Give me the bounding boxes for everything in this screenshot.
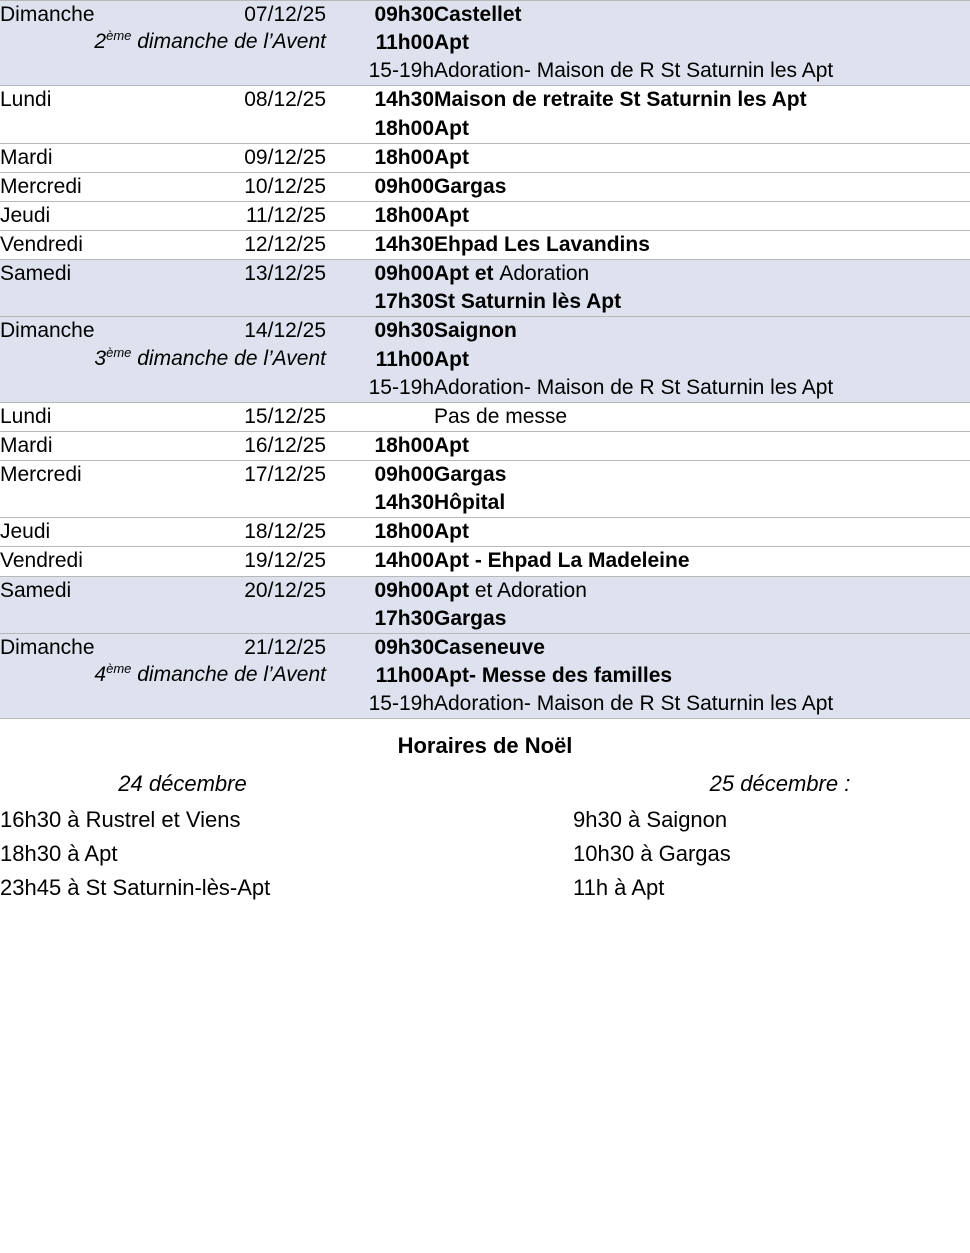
place-cell (434, 633, 970, 718)
mass-location (434, 173, 970, 201)
mass-location-primary: Apt (434, 578, 475, 602)
mass-location-secondary: Adoration- Maison de R St Saturnin les Apt (434, 375, 834, 399)
day-date-line (0, 461, 326, 488)
day-date-cell (0, 576, 326, 633)
place-cell (434, 518, 970, 547)
day-date: 16/12/25 (244, 433, 326, 457)
mass-time: 18h00 (374, 145, 434, 169)
place-cell (434, 86, 970, 143)
dec25-list (485, 803, 970, 905)
day-date: 21/12/25 (244, 635, 326, 659)
day-date-cell (0, 231, 326, 260)
place-cell (434, 576, 970, 633)
time-cell (326, 143, 434, 172)
mass-location-primary: Apt (434, 116, 469, 140)
mass-location (434, 489, 970, 517)
mass-location-primary: Apt (434, 203, 469, 227)
mass-location (434, 577, 970, 605)
mass-time: 09h30 (374, 635, 434, 659)
place-cell (434, 431, 970, 460)
dec24-heading: 24 décembre (118, 770, 247, 796)
day-date: 10/12/25 (244, 174, 326, 198)
day-name: Jeudi (0, 520, 51, 544)
mass-location (434, 432, 970, 460)
mass-location-primary: Apt (434, 347, 469, 371)
day-name: Samedi (0, 262, 72, 286)
mass-location (434, 29, 970, 57)
mass-time: 18h00 (374, 116, 434, 140)
christmas-schedule-section (0, 733, 970, 905)
mass-location-secondary: et Adoration (474, 578, 587, 602)
dec25-heading: 25 décembre : (709, 770, 851, 796)
mass-location-primary: Hôpital (434, 491, 506, 515)
day-name: Dimanche (0, 319, 95, 343)
advent-ordinal-number: 4 (94, 663, 107, 687)
table-row (0, 1, 970, 86)
mass-time: 11h00 (375, 31, 434, 55)
mass-location-secondary: Adoration- Maison de R St Saturnin les Apt (434, 59, 834, 83)
table-row (0, 317, 970, 402)
time-cell (326, 86, 434, 143)
day-date-cell (0, 431, 326, 460)
time-cell (326, 576, 434, 633)
list-item: 11h à Apt (573, 875, 665, 901)
mass-location (434, 518, 970, 546)
mass-location-primary: Gargas (434, 174, 507, 198)
mass-location-secondary: Adoration (499, 262, 590, 286)
day-date: 14/12/25 (244, 319, 326, 343)
day-date-line (0, 547, 326, 574)
time-cell (326, 260, 434, 317)
day-date-line (0, 1, 326, 28)
place-cell (434, 547, 970, 576)
table-row (0, 518, 970, 547)
mass-location (434, 260, 970, 288)
table-row (0, 402, 970, 431)
day-name: Lundi (0, 88, 52, 112)
advent-ordinal-number: 3 (94, 346, 107, 370)
schedule-table-body (0, 1, 970, 719)
mass-location (434, 115, 970, 143)
mass-time: 09h00 (374, 578, 434, 602)
christmas-column-dec25 (485, 770, 970, 906)
day-name: Lundi (0, 404, 52, 428)
mass-location (434, 86, 970, 114)
day-date-line (0, 403, 326, 430)
table-row (0, 172, 970, 201)
table-row (0, 633, 970, 718)
day-name: Vendredi (0, 233, 83, 256)
time-cell (326, 201, 434, 230)
time-cell (326, 518, 434, 547)
day-date-cell (0, 317, 326, 402)
place-cell (434, 260, 970, 317)
mass-time: 15-19h (368, 59, 434, 83)
day-date: 19/12/25 (244, 549, 326, 573)
day-name: Vendredi (0, 549, 83, 573)
time-cell (326, 172, 434, 201)
advent-label-text: dimanche de l’Avent (131, 663, 326, 687)
mass-location (434, 461, 970, 489)
mass-location (434, 403, 970, 431)
list-item: 23h45 à St Saturnin-lès-Apt (0, 875, 271, 901)
table-row (0, 576, 970, 633)
day-date-line (0, 634, 326, 661)
day-date: 15/12/25 (244, 404, 326, 428)
day-date: 11/12/25 (245, 203, 326, 227)
table-row (0, 547, 970, 576)
mass-location-primary: Apt- Messe des familles (434, 663, 673, 687)
mass-time (326, 403, 434, 431)
mass-time: 18h00 (374, 433, 434, 457)
mass-time: 09h30 (374, 3, 434, 26)
mass-time: 14h00 (374, 549, 434, 573)
table-row (0, 431, 970, 460)
day-name: Samedi (0, 578, 72, 602)
day-date: 08/12/25 (244, 88, 326, 112)
dec24-list (0, 803, 485, 905)
day-date: 20/12/25 (244, 578, 326, 602)
mass-location (434, 231, 970, 259)
place-cell (434, 201, 970, 230)
time-cell (326, 231, 434, 260)
day-name: Mercredi (0, 174, 82, 198)
day-name: Mardi (0, 145, 53, 169)
day-date-cell (0, 402, 326, 431)
mass-time: 17h30 (374, 606, 434, 630)
mass-location-primary: Saignon (434, 319, 517, 343)
advent-label-text: dimanche de l’Avent (131, 30, 326, 54)
time-cell (326, 317, 434, 402)
mass-location-secondary: Adoration- Maison de R St Saturnin les Apt (434, 692, 834, 715)
mass-location-primary: Gargas (434, 606, 507, 630)
mass-location (434, 57, 970, 85)
place-cell (434, 172, 970, 201)
day-date-cell (0, 172, 326, 201)
day-date-line (0, 577, 326, 604)
christmas-schedule-title: Horaires de Noël (397, 733, 573, 759)
mass-location (434, 605, 970, 633)
advent-sunday-label (0, 661, 326, 688)
time-cell (326, 633, 434, 718)
table-row (0, 461, 970, 518)
day-name: Mardi (0, 433, 53, 457)
advent-ordinal-suffix: ème (106, 28, 132, 44)
mass-location (434, 288, 970, 316)
day-date-line (0, 317, 326, 344)
day-date-line (0, 202, 326, 229)
day-date-cell (0, 143, 326, 172)
day-date-cell (0, 518, 326, 547)
mass-time: 18h00 (374, 203, 434, 227)
mass-location (434, 690, 970, 718)
day-name: Jeudi (0, 203, 51, 227)
mass-location-primary: Apt (434, 433, 469, 457)
mass-location (434, 547, 970, 575)
mass-time: 15-19h (368, 692, 434, 715)
mass-location-primary: Apt (434, 520, 469, 544)
day-date: 18/12/25 (244, 520, 326, 544)
mass-time: 17h30 (374, 290, 434, 314)
table-row (0, 260, 970, 317)
mass-location-primary: Gargas (434, 463, 507, 486)
mass-location-primary: Ehpad Les Lavandins (434, 233, 650, 256)
mass-location-primary: Apt (434, 31, 469, 55)
list-item: 16h30 à Rustrel et Viens (0, 807, 241, 833)
day-date-line (0, 86, 326, 113)
day-date-line (0, 173, 326, 200)
table-row (0, 231, 970, 260)
list-item: 10h30 à Gargas (573, 841, 731, 867)
day-name: Dimanche (0, 3, 95, 26)
day-date-cell (0, 547, 326, 576)
table-row (0, 201, 970, 230)
mass-location-primary: Castellet (434, 3, 522, 26)
mass-time: 14h30 (374, 233, 434, 256)
time-cell (326, 461, 434, 518)
mass-location (434, 1, 970, 29)
table-row (0, 143, 970, 172)
advent-ordinal-number: 2 (94, 30, 107, 54)
mass-location (434, 662, 970, 690)
place-cell (434, 461, 970, 518)
day-date-line (0, 144, 326, 171)
mass-time: 09h00 (374, 262, 434, 286)
mass-location-primary: Apt et (434, 262, 500, 286)
mass-time: 09h00 (374, 174, 434, 198)
day-name: Dimanche (0, 635, 95, 659)
day-date: 13/12/25 (244, 262, 326, 286)
mass-location (434, 202, 970, 230)
day-date: 17/12/25 (244, 463, 326, 486)
mass-location (434, 317, 970, 345)
place-cell (434, 143, 970, 172)
time-cell (326, 1, 434, 86)
mass-time: 18h00 (374, 520, 434, 544)
day-date: 12/12/25 (244, 233, 326, 256)
mass-location-primary: Maison de retraite St Saturnin les Apt (434, 88, 807, 112)
mass-location (434, 144, 970, 172)
day-date-cell (0, 260, 326, 317)
advent-label-text: dimanche de l’Avent (131, 346, 326, 370)
time-cell (326, 547, 434, 576)
christmas-columns (0, 770, 970, 906)
day-date-cell (0, 86, 326, 143)
mass-time: 09h00 (374, 463, 434, 486)
day-date-line (0, 260, 326, 287)
place-cell (434, 231, 970, 260)
advent-sunday-label (0, 28, 326, 55)
mass-location-primary: Apt (434, 145, 469, 169)
mass-time: 09h30 (374, 319, 434, 343)
mass-location-primary: St Saturnin lès Apt (434, 290, 622, 314)
mass-time: 14h30 (374, 491, 434, 515)
mass-location-primary: Apt - Ehpad La Madeleine (434, 549, 690, 573)
advent-ordinal-suffix: ème (106, 344, 132, 360)
place-cell (434, 402, 970, 431)
day-date: 09/12/25 (244, 145, 326, 169)
day-date-line (0, 432, 326, 459)
mass-time: 15-19h (368, 375, 434, 399)
place-cell (434, 317, 970, 402)
day-date-cell (0, 633, 326, 718)
table-row (0, 86, 970, 143)
christmas-column-dec24 (0, 770, 485, 906)
mass-location (434, 374, 970, 402)
day-date-line (0, 518, 326, 545)
day-date-cell (0, 1, 326, 86)
advent-sunday-label (0, 345, 326, 372)
day-date-cell (0, 461, 326, 518)
mass-time: 11h00 (375, 347, 434, 371)
mass-location-secondary: Pas de messe (434, 404, 568, 428)
day-date-line (0, 231, 326, 258)
list-item: 9h30 à Saignon (573, 807, 728, 833)
mass-location (434, 634, 970, 662)
mass-location (434, 346, 970, 374)
mass-time: 14h30 (374, 88, 434, 112)
day-date-cell (0, 201, 326, 230)
time-cell (326, 431, 434, 460)
mass-location-primary: Caseneuve (434, 635, 545, 659)
day-name: Mercredi (0, 463, 82, 486)
place-cell (434, 1, 970, 86)
advent-ordinal-suffix: ème (106, 661, 132, 677)
day-date: 07/12/25 (244, 3, 326, 26)
list-item: 18h30 à Apt (0, 841, 118, 867)
mass-time: 11h00 (375, 663, 434, 687)
time-cell (326, 402, 434, 431)
